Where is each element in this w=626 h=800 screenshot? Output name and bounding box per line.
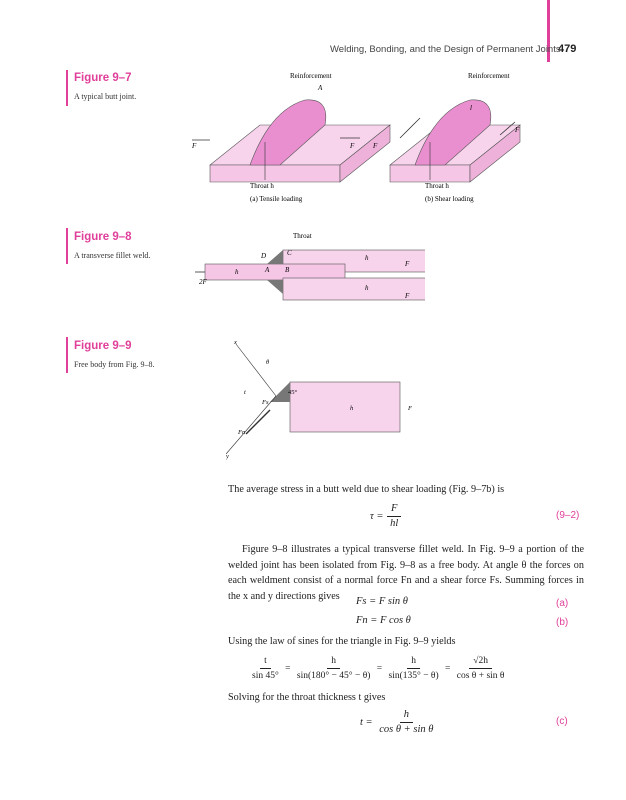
- figure-9-8-title: Figure 9–8: [74, 231, 132, 243]
- butt-joint-tensile: [192, 100, 390, 182]
- label-h-bottom: h: [365, 284, 369, 292]
- force-Fn: Fn: [238, 429, 246, 436]
- figure-9-8-drawing: [195, 228, 425, 310]
- page-number: 479: [558, 43, 577, 55]
- figure-9-9-drawing: [226, 338, 426, 460]
- paragraph-2: Figure 9–8 illustrates a typical transverse fillet weld. In Fig. 9–9 a portion of the welded joint has been isolated from Fig. 9–8 as a free body. At angle θ the forces on each weldment consist of a normal force Fn and a shear force Fs. Summing forces in the x and y directions gives: [228, 544, 584, 602]
- thickness-t: t: [244, 389, 246, 396]
- figure-9-9-title: Figure 9–9: [74, 340, 132, 352]
- equation-law-of-sines: [248, 654, 508, 683]
- ec-num: h: [400, 708, 413, 723]
- throat-label-b: Throat h: [425, 182, 449, 190]
- es-eq1: =: [285, 663, 291, 674]
- es-t1d: sin 45°: [252, 671, 279, 681]
- label-A: A: [318, 84, 323, 92]
- es-t2n: h: [327, 654, 340, 669]
- es-eq3: =: [445, 663, 451, 674]
- force-F-bottom: F: [405, 292, 410, 300]
- label-h-top: h: [365, 254, 369, 262]
- es-t4n: √2h: [469, 654, 492, 669]
- eq-tag-b: (b): [556, 617, 569, 628]
- reinforcement-label-b: Reinforcement: [468, 72, 510, 80]
- paragraph-4: Solving for the throat thickness t gives: [228, 692, 386, 703]
- ec-lhs: t =: [360, 716, 373, 728]
- force-left-b: F: [373, 142, 378, 150]
- label-A: A: [265, 266, 270, 274]
- equation-c: [360, 708, 437, 737]
- eq1-lhs: τ =: [370, 510, 384, 522]
- axis-x: x: [234, 339, 237, 346]
- figure-9-8-caption: A transverse fillet weld.: [74, 251, 151, 260]
- figure-9-7-title: Figure 9–7: [74, 72, 132, 84]
- running-title: Welding, Bonding, and the Design of Permanent Joints: [330, 44, 561, 55]
- throat-label-a: Throat h: [250, 182, 274, 190]
- es-eq2: =: [376, 663, 383, 674]
- eq-tag-a: (a): [556, 598, 569, 609]
- figure-9-7-drawing: [190, 70, 530, 210]
- label-D: D: [261, 252, 267, 260]
- eq-tag-9-2: (9–2): [556, 510, 580, 521]
- figure-9-8-bar: [66, 228, 68, 264]
- force-2F: 2F: [199, 278, 207, 286]
- eq1-den: hl: [390, 518, 399, 529]
- butt-joint-shear: [390, 100, 520, 182]
- force-F: F: [408, 405, 412, 412]
- force-right-a: F: [350, 142, 355, 150]
- es-t3d: sin(135° − θ): [388, 671, 439, 681]
- length-l: l: [470, 104, 472, 112]
- force-left-a: F: [192, 142, 197, 150]
- force-F-top: F: [405, 260, 410, 268]
- eq-tag-c: (c): [556, 716, 568, 727]
- force-right-b: F: [515, 126, 520, 134]
- subcaption-a: (a) Tensile loading: [250, 195, 303, 203]
- es-t3n: h: [407, 654, 420, 669]
- figure-9-9-bar: [66, 337, 68, 373]
- eq1-num: F: [387, 502, 401, 517]
- equation-9-2: [370, 502, 402, 531]
- figure-9-7-bar: [66, 70, 68, 106]
- equation-b: Fn = F cos θ: [356, 615, 411, 626]
- reinforcement-label-a: Reinforcement: [290, 72, 332, 80]
- label-B: B: [285, 266, 290, 274]
- axis-y: y: [226, 453, 229, 460]
- throat-label: Throat: [293, 232, 312, 240]
- angle-45: 45°: [288, 389, 298, 396]
- paragraph-1: The average stress in a butt weld due to shear loading (Fig. 9–7b) is: [228, 484, 505, 495]
- label-C: C: [287, 249, 292, 257]
- figure-9-7-caption: A typical butt joint.: [74, 92, 137, 101]
- subcaption-b: (b) Shear loading: [425, 195, 474, 203]
- equation-a: Fs = F sin θ: [356, 596, 408, 607]
- ec-den: cos θ + sin θ: [379, 724, 434, 735]
- es-t2d: sin(180° − 45° − θ): [296, 671, 371, 681]
- label-h-left: h: [235, 268, 239, 276]
- figure-9-9-caption: Free body from Fig. 9–8.: [74, 360, 155, 369]
- label-h: h: [350, 405, 354, 412]
- paragraph-3: Using the law of sines for the triangle in Fig. 9–9 yields: [228, 636, 456, 647]
- force-Fs: Fs: [262, 399, 269, 406]
- angle-theta: θ: [266, 359, 270, 366]
- es-t4d: cos θ + sin θ: [456, 671, 505, 681]
- es-t1n: t: [260, 654, 271, 669]
